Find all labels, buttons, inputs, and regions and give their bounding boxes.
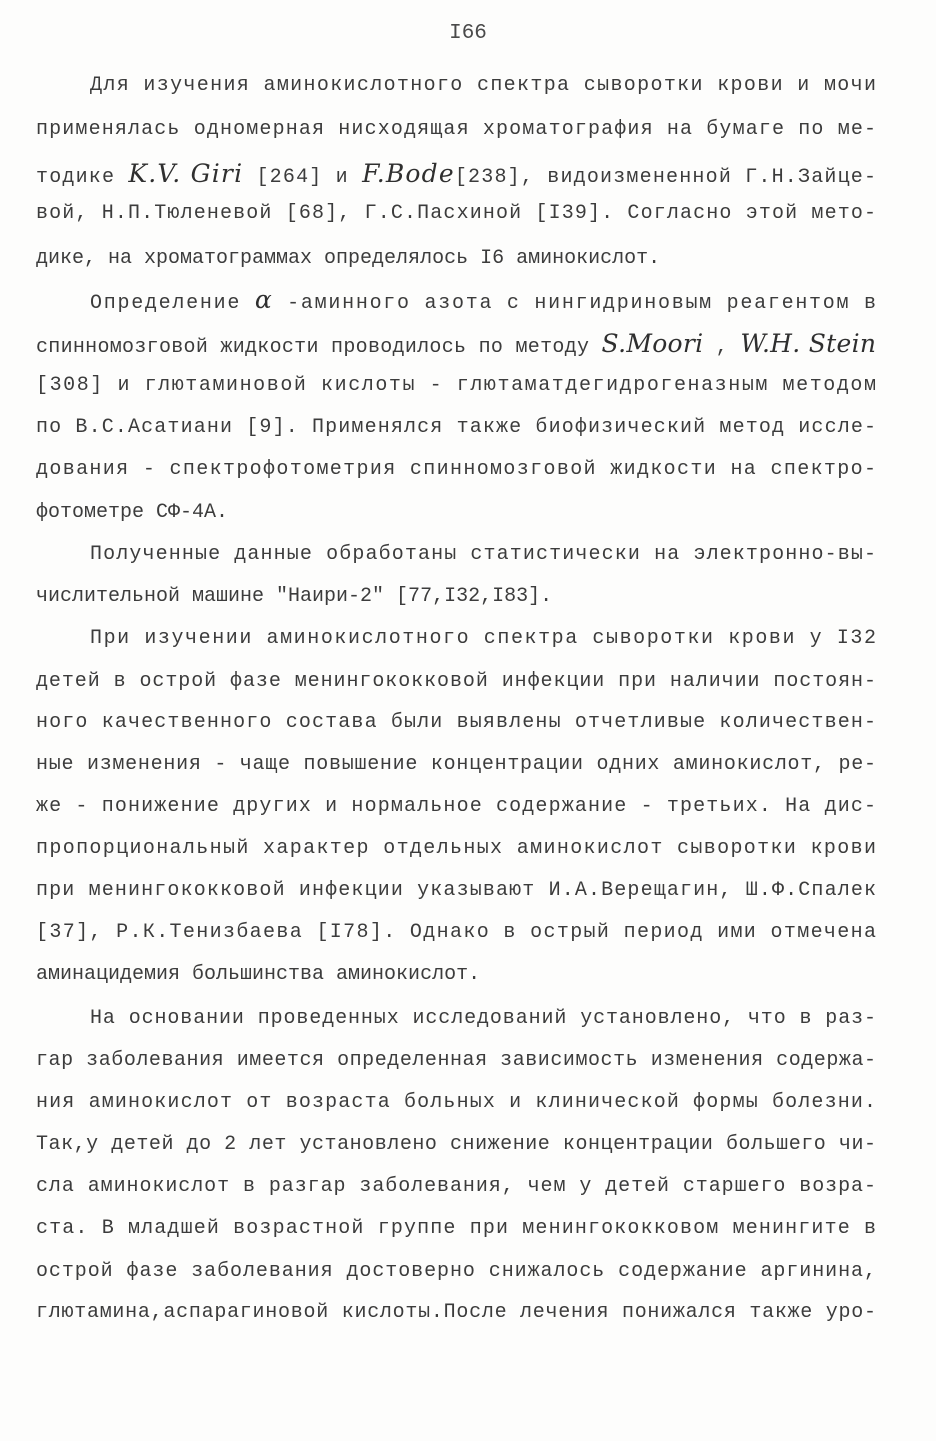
text-line <box>36 753 877 777</box>
text-run: [238], видоизмененной Г.Н.Зайце- <box>454 166 878 189</box>
handwritten-author-name: S.Moori <box>601 329 704 358</box>
text-line <box>90 1007 877 1031</box>
text-line <box>36 1049 877 1073</box>
text-run: [308] и глютаминовой кислоты - глютаматдегидрогеназным методом <box>36 374 878 397</box>
text-run: ния аминокислот от возраста больных и клинической формы болезни. <box>36 1091 878 1114</box>
text-line <box>36 963 480 987</box>
text-line <box>36 329 877 360</box>
text-line <box>36 837 877 861</box>
text-line <box>36 1133 877 1157</box>
text-line <box>36 1175 877 1199</box>
text-line <box>90 285 878 316</box>
text-line <box>90 74 877 98</box>
text-run: дования - спектрофотометрия спинномозговой жидкости на спектро- <box>36 458 878 481</box>
text-line <box>36 247 660 271</box>
text-line <box>36 670 877 694</box>
text-run: На основании проведенных исследований установлено, что в раз- <box>90 1007 877 1030</box>
text-line <box>90 543 877 567</box>
handwritten-author-name: α <box>254 285 274 314</box>
text-run: острой фазе заболевания достоверно снижалось содержание аргинина, <box>36 1260 877 1283</box>
text-run: по В.С.Асатиани [9]. Применялся также биофизический метод иссле- <box>36 416 878 439</box>
text-run: применялась одномерная нисходящая хроматография на бумаге по ме- <box>36 118 878 141</box>
text-run: Полученные данные обработаны статистически на электронно-вы- <box>90 543 878 566</box>
text-run: гар заболевания имеется определенная зависимость изменения содержа- <box>36 1049 877 1072</box>
text-run: числительной машине "Наири-2" [77,I32,I83]. <box>36 585 553 608</box>
text-line <box>36 458 877 482</box>
text-run: Так,у детей до 2 лет установлено снижение концентрации большего чи- <box>36 1133 877 1156</box>
text-run: При изучении аминокислотного спектра сыворотки крови у I32 <box>90 627 878 650</box>
text-run: тодике <box>36 166 129 189</box>
text-run: -аминного азота с нингидриновым реагентом в <box>273 292 878 315</box>
text-line <box>36 921 877 945</box>
text-run: ста. В младшей возрастной группе при менингококковом менингите в <box>36 1217 878 1240</box>
text-line <box>36 159 878 190</box>
text-run: [264] и <box>243 166 363 189</box>
text-line <box>36 118 877 142</box>
text-run: при менингококковой инфекции указывают И.А.Верещагин, Ш.Ф.Спалек <box>36 879 878 902</box>
text-line <box>36 501 228 525</box>
text-run: сла аминокислот в разгар заболевания, чем у детей старшего возра- <box>36 1175 877 1198</box>
text-run: глютамина,аспарагиновой кислоты.После лечения понижался также уро- <box>36 1301 877 1324</box>
text-line <box>36 1217 877 1241</box>
text-line <box>36 879 877 903</box>
text-line <box>36 585 552 609</box>
handwritten-author-name: F.Bode <box>362 159 455 188</box>
handwritten-author-name: K.V. Giri <box>128 159 244 188</box>
text-line <box>36 795 877 819</box>
text-run: детей в острой фазе менингококковой инфекции при наличии постоян- <box>36 670 877 693</box>
text-run: аминацидемия большинства аминокислот. <box>36 963 481 986</box>
text-run: , <box>703 336 741 359</box>
text-line <box>36 1091 877 1115</box>
text-run: дике, на хроматограммах определялось I6 аминокислот. <box>36 247 661 270</box>
text-line <box>36 416 877 440</box>
text-run: вой, Н.П.Тюленевой [68], Г.С.Пасхиной [I39]. Согласно этой мето- <box>36 202 878 225</box>
text-line <box>36 374 878 398</box>
text-run: ного качественного состава были выявлены отчетливые количествен- <box>36 711 878 734</box>
text-line <box>90 627 878 651</box>
text-line <box>36 1301 877 1325</box>
text-run: ные изменения - чаще повышение концентрации одних аминокислот, ре- <box>36 753 877 776</box>
text-line <box>36 202 877 226</box>
text-run: [37], Р.К.Тенизбаева [I78]. Однако в острый период ими отмечена <box>36 921 878 944</box>
handwritten-author-name: W.H. Stein <box>740 329 877 358</box>
text-run: спинномозговой жидкости проводилось по методу <box>36 336 602 359</box>
text-run: фотометре СФ-4А. <box>36 501 229 524</box>
text-run: пропорциональный характер отдельных аминокислот сыворотки крови <box>36 837 878 860</box>
text-line <box>36 711 877 735</box>
text-run: же - понижение других и нормальное содержание - третьих. На дис- <box>36 795 878 818</box>
text-run: Определение <box>90 292 255 315</box>
text-run: Для изучения аминокислотного спектра сыворотки крови и мочи <box>90 74 878 97</box>
page-number: I66 <box>449 22 487 45</box>
text-line <box>36 1260 877 1284</box>
